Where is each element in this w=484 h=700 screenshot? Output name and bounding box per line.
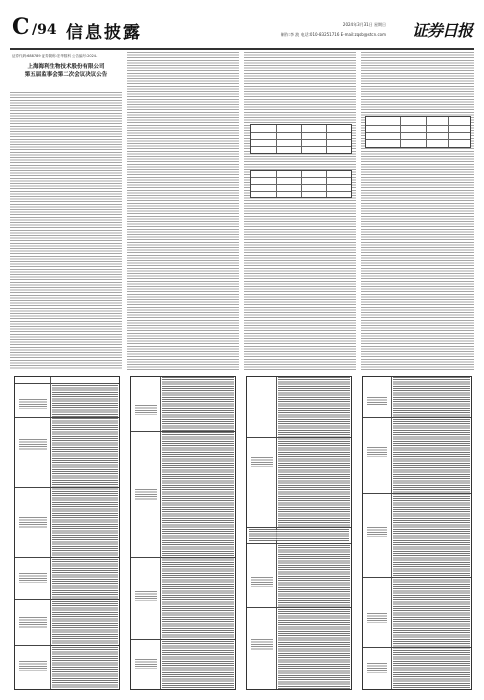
- masthead: [10, 8, 474, 50]
- table-left-column: [15, 377, 51, 689]
- row-divider: [363, 647, 471, 648]
- row-label: [367, 527, 387, 537]
- row-label: [135, 489, 157, 501]
- row-divider: [131, 431, 235, 432]
- data-table: [250, 170, 352, 198]
- text-column-4: [361, 52, 474, 370]
- row-divider: [15, 557, 119, 558]
- row-divider: [131, 557, 235, 558]
- body-text-lines: [10, 92, 122, 370]
- text-column-3: [244, 52, 356, 370]
- table-row-line: [366, 139, 470, 140]
- table-col-line: [326, 125, 327, 153]
- body-text-lines: [127, 52, 239, 370]
- row-divider: [363, 417, 471, 418]
- row-label: [19, 573, 47, 583]
- row-label: [19, 517, 47, 529]
- text-column-1: [10, 52, 122, 370]
- row-divider: [247, 607, 351, 608]
- table-text-cells: [52, 383, 118, 690]
- row-label: [367, 663, 387, 673]
- table-text-cells: [278, 545, 350, 689]
- row-divider: [247, 437, 351, 438]
- table-text-cells: [162, 377, 234, 689]
- row-label: [251, 457, 273, 467]
- row-divider: [363, 577, 471, 578]
- body-text-lines: [244, 52, 356, 370]
- row-label: [135, 405, 157, 415]
- row-divider: [15, 645, 119, 646]
- row-label: [19, 439, 47, 451]
- row-label: [367, 397, 387, 405]
- row-divider: [15, 487, 119, 488]
- row-label: [19, 661, 47, 671]
- top-text-area: [10, 52, 474, 370]
- table-caption-text: [249, 529, 349, 541]
- comparison-table-2: [130, 376, 236, 690]
- newspaper-page: [10, 8, 474, 692]
- row-divider: [15, 599, 119, 600]
- row-divider: [247, 527, 351, 528]
- row-label: [251, 577, 273, 587]
- row-divider: [15, 417, 119, 418]
- table-col-line: [301, 171, 302, 197]
- announcement-title: 第五届监事会第二次会议决议公告: [24, 72, 108, 78]
- comparison-table-3: [246, 376, 352, 690]
- table-col-line: [276, 171, 277, 197]
- section-code: C: [12, 14, 30, 40]
- table-col-line: [301, 125, 302, 153]
- row-label: [367, 613, 387, 623]
- text-column-2: [127, 52, 239, 370]
- announcement-header: [10, 52, 122, 92]
- body-text-lines: [361, 52, 474, 370]
- section-name: 信息披露: [66, 23, 142, 43]
- newspaper-logo: 证券日报: [411, 21, 472, 40]
- bottom-table-area: [10, 376, 474, 688]
- table-text-cells: [278, 377, 350, 527]
- row-divider: [131, 639, 235, 640]
- row-label: [251, 639, 273, 651]
- table-col-line: [426, 117, 427, 147]
- table-left-column: [131, 377, 161, 689]
- data-table: [250, 124, 352, 154]
- row-divider: [363, 493, 471, 494]
- company-name: 上海海利生物技术股份有限公司: [27, 64, 105, 70]
- page-number: /94: [32, 22, 57, 38]
- row-label: [135, 591, 157, 601]
- comparison-table-1: [14, 376, 120, 690]
- comparison-table-4: [362, 376, 472, 690]
- data-table: [365, 116, 471, 148]
- row-label: [367, 447, 387, 457]
- table-col-line: [400, 117, 401, 147]
- row-label: [19, 617, 47, 629]
- row-divider: [247, 543, 351, 544]
- stock-code-line: 证券代码:688789 证券简称:宏华数科 公告编号:2024-: [12, 54, 98, 58]
- table-row-line: [366, 132, 470, 133]
- row-label: [19, 399, 47, 409]
- table-col-line: [276, 125, 277, 153]
- table-col-line: [326, 171, 327, 197]
- row-label: [135, 659, 157, 669]
- issue-date: 2024年3月31日 星期日: [342, 22, 386, 27]
- table-row-line: [366, 125, 470, 126]
- editor-line: 制作:李 波 电话:010-83251716 E-mail:zqsb@stcn.com: [280, 32, 386, 37]
- table-col-line: [448, 117, 449, 147]
- table-text-cells: [393, 377, 470, 689]
